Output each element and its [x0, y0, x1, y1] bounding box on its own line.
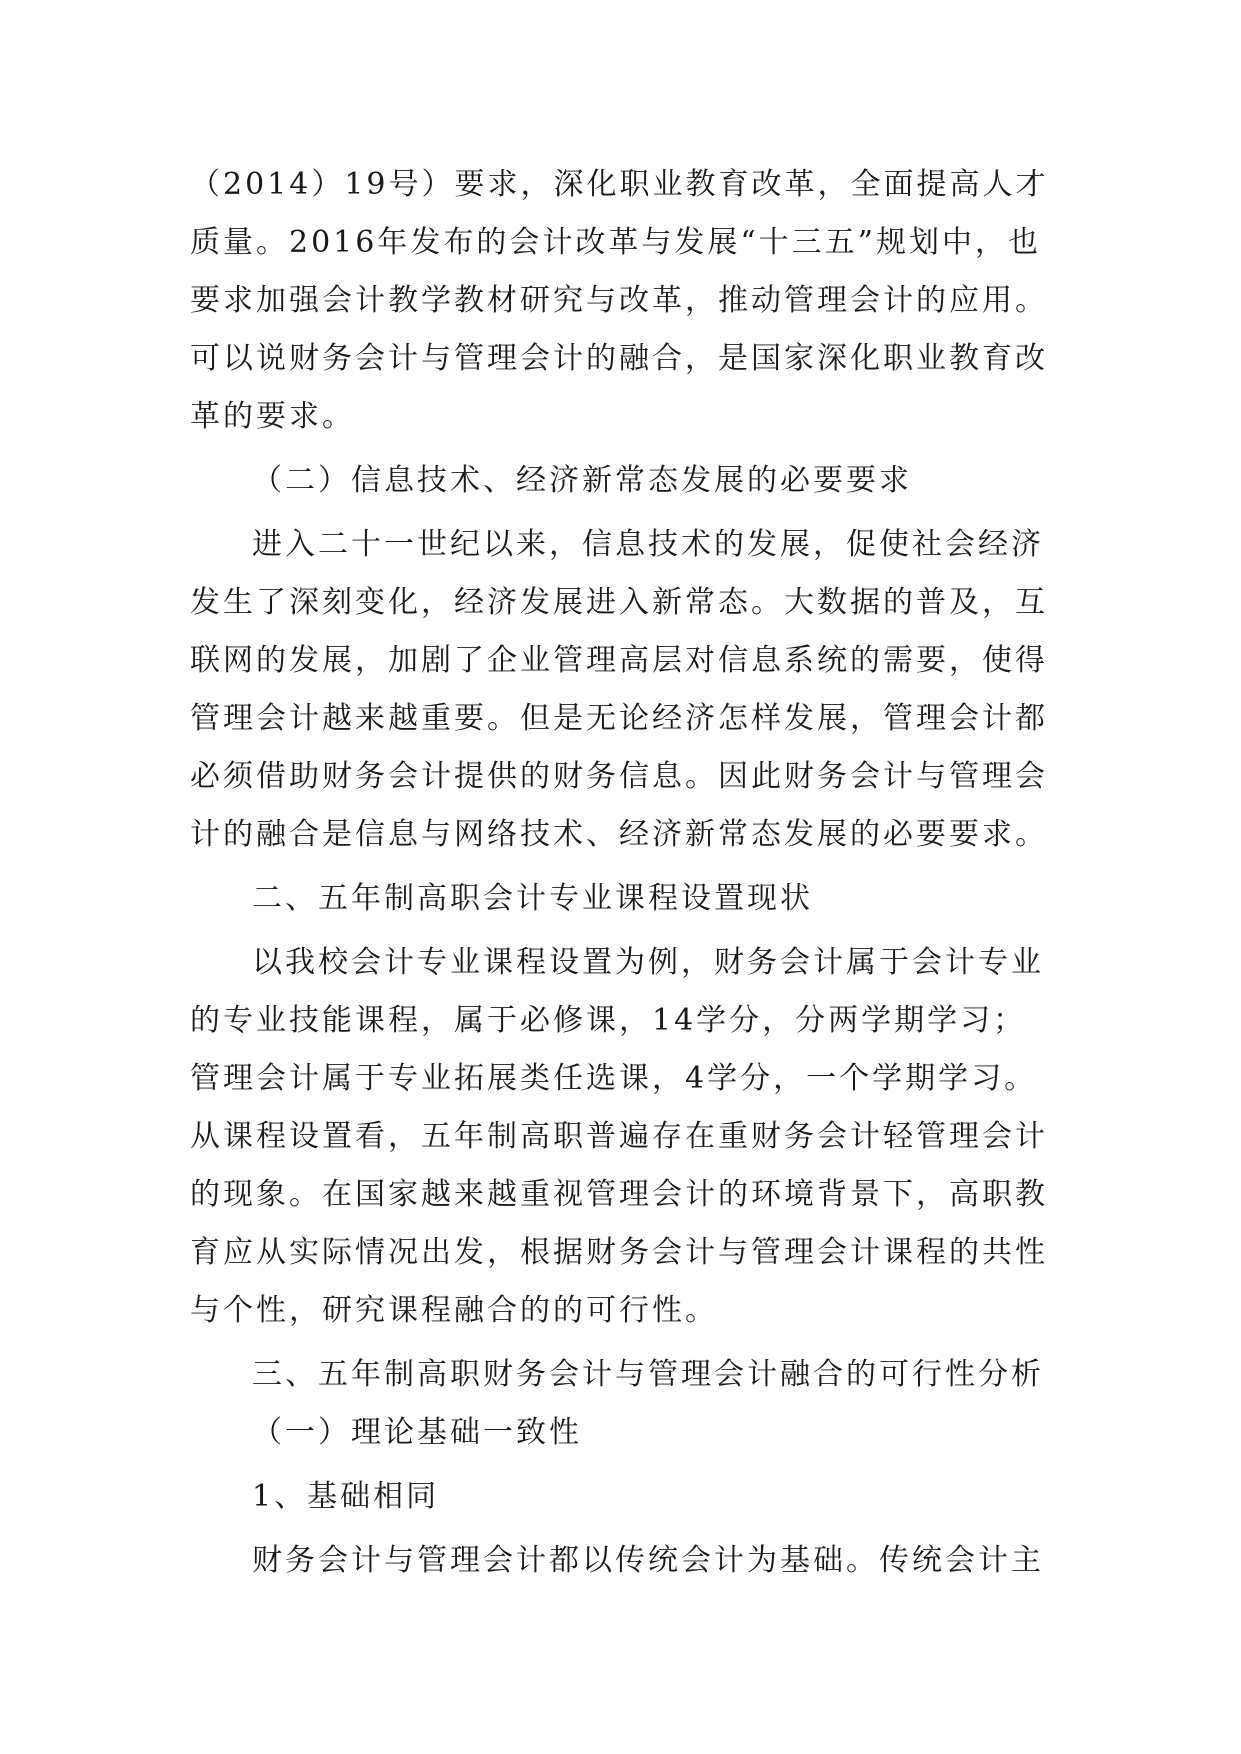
heading-same-basis: 1、基础相同	[252, 1479, 440, 1514]
paragraph-info-tech: 进入二十一世纪以来，信息技术的发展，促使社会经济发生了深刻变化，经济发展进入新常态。大数据的普及，互联网的发展，加剧了企业管理高层对信息系统的需要，使得管理会计越来越重要。但是无论经济怎样发展，管理会计都必须借助财务会计提供的财务信息。因此财务会计与管理会计的融合是信息与网络技术、经济新常态发展的必要要求。	[190, 527, 1048, 852]
heading-info-tech: （二）信息技术、经济新常态发展的必要要求	[252, 463, 912, 498]
paragraph-traditional-accounting: 财务会计与管理会计都以传统会计为基础。传统会计主	[252, 1543, 1044, 1578]
heading-course-status: 二、五年制高职会计专业课程设置现状	[252, 881, 813, 916]
heading-theory-consistency: （一）理论基础一致性	[252, 1415, 582, 1450]
paragraph-policy-requirement: （2014）19号）要求，深化职业教育改革，全面提高人才质量。2016年发布的会计改革与发展“十三五”规划中，也要求加强会计教学教材研究与改革，推动管理会计的应用。可以说财务会计与管理会计的融合，是国家深化职业教育改革的要求。	[190, 167, 1049, 434]
heading-feasibility: 三、五年制高职财务会计与管理会计融合的可行性分析	[252, 1357, 1044, 1392]
document-body	[190, 156, 1050, 1590]
paragraph-course-status: 以我校会计专业课程设置为例，财务会计属于会计专业的专业技能课程，属于必修课，14学分，分两学期学习；管理会计属于专业拓展类任选课，4学分，一个学期学习。从课程设置看，五年制高职普遍存在重财务会计轻管理会计的现象。在国家越来越重视管理会计的环境背景下，高职教育应从实际情况出发，根据财务会计与管理会计课程的共性与个性，研究课程融合的的可行性。	[190, 945, 1048, 1328]
